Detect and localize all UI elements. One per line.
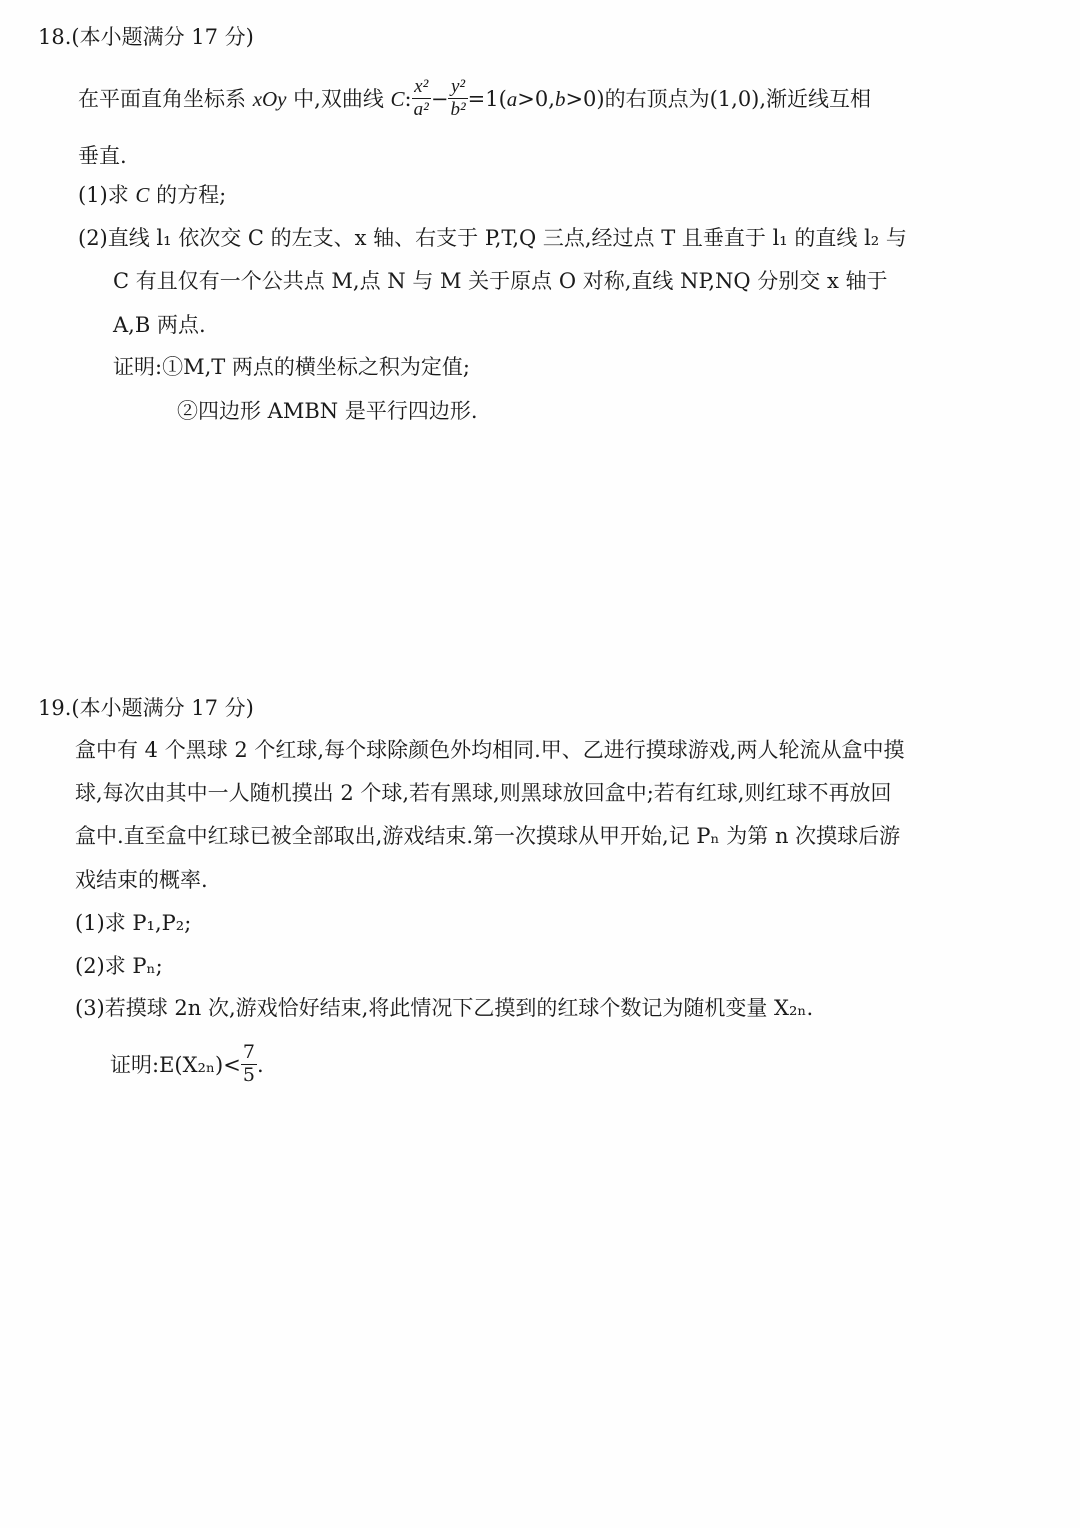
q19-part1: (1)求 P₁,P₂; [75, 911, 192, 935]
q18-cond-mid: >0, [517, 86, 555, 111]
q18-part1 [78, 185, 226, 206]
q19-proof-fraction-num: 7 [242, 1041, 255, 1063]
q18-fraction-y [448, 76, 467, 121]
q18-intro-text-a: 在平面直角坐标系 [78, 86, 253, 111]
q19-proof [110, 1041, 264, 1089]
q18-coord-sys: xOy [252, 86, 287, 111]
q18-fraction-x-num: x² [412, 76, 431, 99]
q18-minus: − [430, 86, 449, 111]
q18-fraction-x-den: a² [413, 98, 429, 120]
q18-cond-a: a [506, 86, 518, 111]
q19-proof-fraction [241, 1042, 257, 1087]
q18-intro-line [78, 78, 871, 123]
q18-part2-line3: A,B 两点. [113, 313, 206, 337]
q19-line4: 戏结束的概率. [75, 868, 208, 892]
q18-cond-end: >0)的右顶点为(1,0),渐近线互相 [565, 86, 872, 111]
q19-part2: (2)求 Pₙ; [75, 954, 163, 978]
q18-cond-b: b [554, 86, 566, 111]
q19-part3: (3)若摸球 2n 次,游戏恰好结束,将此情况下乙摸到的红球个数记为随机变量 X₂ₙ. [75, 996, 814, 1020]
q19-line1: 盒中有 4 个黑球 2 个红球,每个球除颜色外均相同.甲、乙进行摸球游戏,两人轮流从盒中摸 [75, 738, 905, 762]
q18-part1-curve: C [135, 183, 150, 207]
q18-curve-name: C [390, 86, 405, 111]
q18-part2-line2: C 有且仅有一个公共点 M,点 N 与 M 关于原点 O 对称,直线 NP,NQ 分别交 x 轴于 [113, 269, 888, 293]
q18-intro-continuation: 垂直. [78, 144, 127, 168]
q18-fraction-x [412, 76, 431, 121]
q18-intro-text-b: 中,双曲线 [286, 86, 391, 111]
q19-line2: 球,每次由其中一人随机摸出 2 个球,若有黑球,则黑球放回盒中;若有红球,则红球不再放回 [75, 781, 892, 805]
q19-header: 19.(本小题满分 17 分) [38, 696, 254, 720]
q18-part1-text-b: 的方程; [149, 183, 227, 207]
q18-part2-line1: (2)直线 l₁ 依次交 C 的左支、x 轴、右支于 P,T,Q 三点,经过点 T 且垂直于 l₁ 的直线 l₂ 与 [78, 226, 907, 250]
q18-fraction-y-den: b² [450, 98, 466, 120]
q19-proof-text: 证明:E(X₂ₙ)< [110, 1052, 241, 1077]
q18-proof-1: 证明:①M,T 两点的横坐标之积为定值; [113, 355, 471, 379]
q18-colon: : [404, 86, 412, 111]
q18-fraction-y-num: y² [448, 76, 467, 99]
q19-proof-end: . [256, 1052, 264, 1077]
q18-equation-rest: =1( [467, 86, 507, 111]
q19-proof-fraction-den: 5 [242, 1063, 255, 1086]
q18-proof-2: ②四边形 AMBN 是平行四边形. [177, 399, 478, 423]
q18-header: 18.(本小题满分 17 分) [38, 25, 254, 49]
q18-part1-text-a: (1)求 [78, 183, 136, 207]
q19-line3: 盒中.直至盒中红球已被全部取出,游戏结束.第一次摸球从甲开始,记 Pₙ 为第 n 次摸球后游 [75, 824, 901, 848]
